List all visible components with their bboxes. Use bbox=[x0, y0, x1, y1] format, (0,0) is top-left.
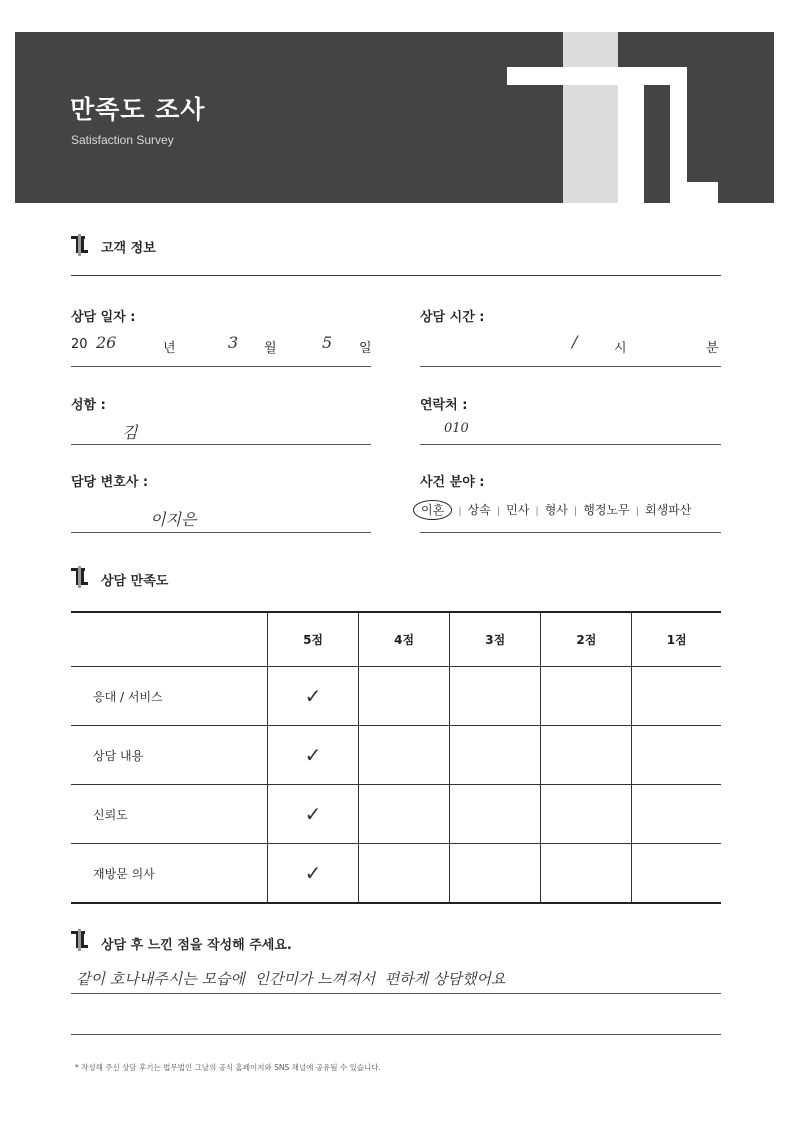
section-title-satisfaction: 상담 만족도 bbox=[101, 574, 169, 589]
field-option-inheritance[interactable]: 상속 bbox=[467, 503, 491, 517]
lawyer-handwritten[interactable]: 이지은 bbox=[150, 510, 197, 529]
contact-handwritten[interactable]: 010 bbox=[444, 421, 469, 436]
field-option-divorce-circled[interactable]: 이혼 bbox=[413, 500, 452, 520]
score-cell[interactable] bbox=[541, 667, 632, 726]
table-header-empty bbox=[71, 612, 268, 667]
score-cell[interactable] bbox=[359, 785, 450, 844]
table-row bbox=[71, 667, 721, 726]
day-unit: 일 bbox=[359, 341, 372, 356]
check-mark[interactable]: ✓ bbox=[268, 667, 359, 726]
score-cell[interactable] bbox=[632, 726, 721, 785]
comment-line-1 bbox=[71, 993, 721, 994]
hour-unit: 시 bbox=[614, 341, 627, 356]
satisfaction-table bbox=[71, 611, 721, 904]
date-prefix: 20 bbox=[71, 337, 88, 352]
field-option-admin-labor[interactable]: 행정노무 bbox=[583, 503, 630, 517]
check-mark[interactable]: ✓ bbox=[268, 844, 359, 904]
field-options: 이혼 | 상속 | 민사 | 형사 | 행정노무 | 회생파산 bbox=[413, 501, 691, 518]
footnote: * 작성해 주신 상담 후기는 법무법인 그날의 공식 홈페이지와 SNS 채널에 공유될 수 있습니다. bbox=[75, 1063, 381, 1072]
score-cell[interactable] bbox=[450, 667, 541, 726]
score-cell[interactable] bbox=[541, 726, 632, 785]
table-row bbox=[71, 726, 721, 785]
table-header-4: 4점 bbox=[359, 612, 450, 667]
row-label-content: 상담 내용 bbox=[71, 726, 268, 785]
score-cell[interactable] bbox=[632, 667, 721, 726]
section-title-customer: 고객 정보 bbox=[101, 241, 156, 256]
page-title: 만족도 조사 bbox=[70, 95, 206, 124]
score-cell[interactable] bbox=[359, 726, 450, 785]
logo-mark-top bbox=[507, 67, 687, 85]
table-header-2: 2점 bbox=[541, 612, 632, 667]
check-mark[interactable]: ✓ bbox=[268, 726, 359, 785]
score-cell[interactable] bbox=[450, 726, 541, 785]
date-month-handwritten[interactable]: 3 bbox=[228, 333, 239, 352]
time-label: 상담 시간 : bbox=[420, 310, 485, 325]
lawyer-underline bbox=[71, 532, 371, 533]
field-underline bbox=[420, 532, 721, 533]
date-underline bbox=[71, 366, 371, 367]
field-label: 사건 분야 : bbox=[420, 475, 485, 490]
row-label-service: 응대 / 서비스 bbox=[71, 667, 268, 726]
month-unit: 월 bbox=[264, 341, 277, 356]
logo-backdrop bbox=[563, 32, 618, 203]
page-subtitle: Satisfaction Survey bbox=[71, 133, 174, 147]
date-day-handwritten[interactable]: 5 bbox=[322, 333, 333, 352]
lawyer-label: 담당 변호사 : bbox=[71, 475, 149, 490]
name-underline bbox=[71, 444, 371, 445]
time-underline bbox=[420, 366, 721, 367]
row-label-revisit: 재방문 의사 bbox=[71, 844, 268, 904]
table-header-5: 5점 bbox=[268, 612, 359, 667]
score-cell[interactable] bbox=[541, 785, 632, 844]
section-logo-icon bbox=[71, 566, 91, 588]
table-header-3: 3점 bbox=[450, 612, 541, 667]
field-option-civil[interactable]: 민사 bbox=[506, 503, 530, 517]
section-logo-icon bbox=[71, 929, 91, 951]
section-logo-icon bbox=[71, 234, 91, 256]
table-row bbox=[71, 785, 721, 844]
table-row bbox=[71, 844, 721, 904]
score-cell[interactable] bbox=[359, 667, 450, 726]
row-label-trust: 신뢰도 bbox=[71, 785, 268, 844]
check-mark[interactable]: ✓ bbox=[268, 785, 359, 844]
name-label: 성함 : bbox=[71, 398, 106, 413]
score-cell[interactable] bbox=[450, 785, 541, 844]
header-banner bbox=[15, 32, 774, 203]
score-cell[interactable] bbox=[450, 844, 541, 904]
logo-mark-foot bbox=[670, 182, 718, 203]
contact-label: 연락처 : bbox=[420, 398, 468, 413]
comment-handwritten[interactable]: 같이 호나내주시는 모습에 인간미가 느껴져서 편하게 상담했어요 bbox=[76, 970, 506, 988]
time-handwritten-mark[interactable]: / bbox=[572, 332, 578, 351]
score-cell[interactable] bbox=[359, 844, 450, 904]
date-label: 상담 일자 : bbox=[71, 310, 136, 325]
date-year-handwritten[interactable]: 26 bbox=[96, 333, 117, 352]
section-divider bbox=[71, 275, 721, 276]
contact-underline bbox=[420, 444, 721, 445]
section-title-comment: 상담 후 느낀 점을 작성해 주세요. bbox=[101, 938, 292, 953]
comment-line-2 bbox=[71, 1034, 721, 1035]
score-cell[interactable] bbox=[632, 844, 721, 904]
score-cell[interactable] bbox=[541, 844, 632, 904]
field-option-criminal[interactable]: 형사 bbox=[544, 503, 568, 517]
logo-mark-stem bbox=[618, 67, 644, 203]
table-header-1: 1점 bbox=[632, 612, 721, 667]
minute-unit: 분 bbox=[706, 341, 719, 356]
year-unit: 년 bbox=[163, 341, 176, 356]
field-option-rehabilitation[interactable]: 회생파산 bbox=[645, 503, 692, 517]
table-header-row bbox=[71, 612, 721, 667]
score-cell[interactable] bbox=[632, 785, 721, 844]
name-handwritten[interactable]: 김 bbox=[122, 423, 138, 442]
